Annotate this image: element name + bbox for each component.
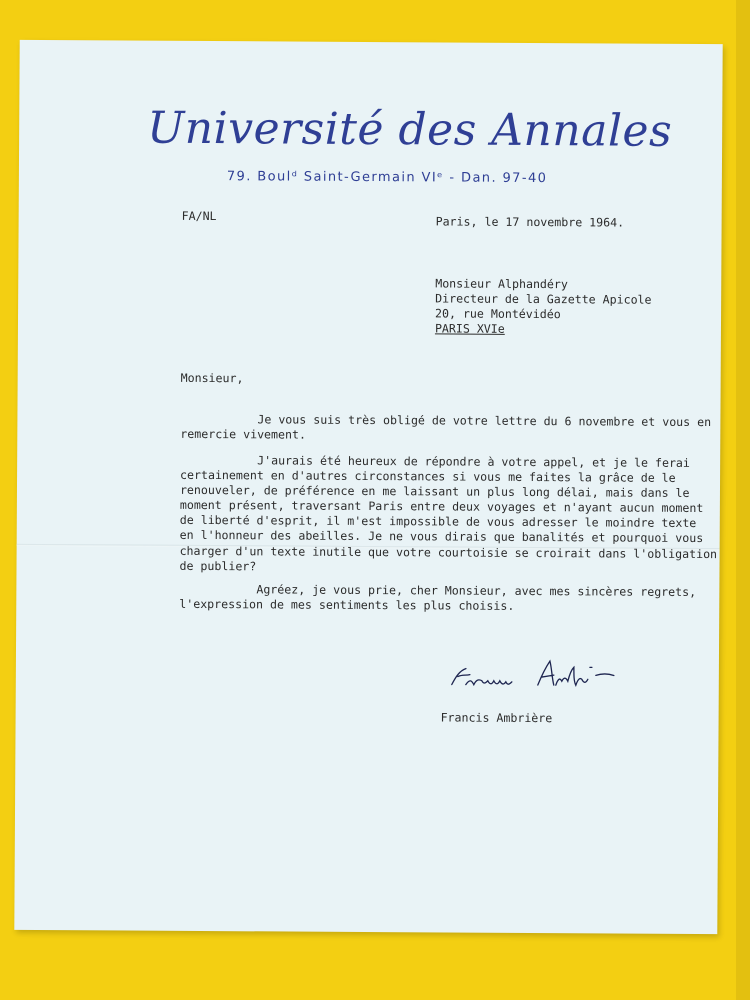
recipient-street: 20, rue Montévidéo xyxy=(435,306,561,322)
salutation: Monsieur, xyxy=(180,370,244,386)
recipient-city: PARIS XVIe xyxy=(434,321,505,336)
paragraph-1-line-2: remercie vivement. xyxy=(180,426,307,442)
recipient-title: Directeur de la Gazette Apicole xyxy=(435,291,652,307)
paragraph-1-line-1: Je vous suis très obligé de votre lettre du 6 novembre et vous en xyxy=(257,412,712,430)
reference-initials: FA/NL xyxy=(181,208,217,224)
letter-paper xyxy=(14,40,722,934)
letter-date: Paris, le 17 novembre 1964. xyxy=(435,214,625,230)
paragraph-2-line-7: charger d'un texte inutile que votre courtoisie se croirait dans l'obligation xyxy=(179,543,718,562)
paragraph-3-line-1: Agréez, je vous prie, cher Monsieur, avec mes sincères regrets, xyxy=(256,582,697,600)
recipient-name: Monsieur Alphandéry xyxy=(435,276,568,292)
letterhead-address: 79. Boulᵈ Saint-Germain VIᵉ - Dan. 97-40 xyxy=(226,169,548,187)
signature-name: Francis Ambrière xyxy=(440,710,553,726)
paragraph-2-line-2: certainement en d'autres circonstances si vous me faites la grâce de le xyxy=(180,467,676,485)
paragraph-2-line-6: en l'honneur des abeilles. Je ne vous dirais que banalités et pourquoi vous xyxy=(179,527,704,546)
background-edge xyxy=(736,0,750,1000)
paragraph-2-line-5: de liberté d'esprit, il m'est impossible de vous adresser le moindre texte xyxy=(179,512,697,531)
paragraph-2-line-1: J'aurais été heureux de répondre à votre appel, et je le ferai xyxy=(257,453,690,470)
paragraph-2-line-4: moment présent, traversant Paris entre deux voyages et n'ayant aucun moment xyxy=(179,497,704,516)
handwritten-signature xyxy=(446,654,636,703)
paragraph-3-line-2: l'expression de mes sentiments les plus choisis. xyxy=(179,596,515,613)
letterhead-title: Université des Annales xyxy=(147,102,673,157)
paragraph-2-line-3: renouveler, de préférence en me laissant un plus long délai, mais dans le xyxy=(179,482,690,500)
paragraph-2-line-8: de publier? xyxy=(179,558,257,574)
